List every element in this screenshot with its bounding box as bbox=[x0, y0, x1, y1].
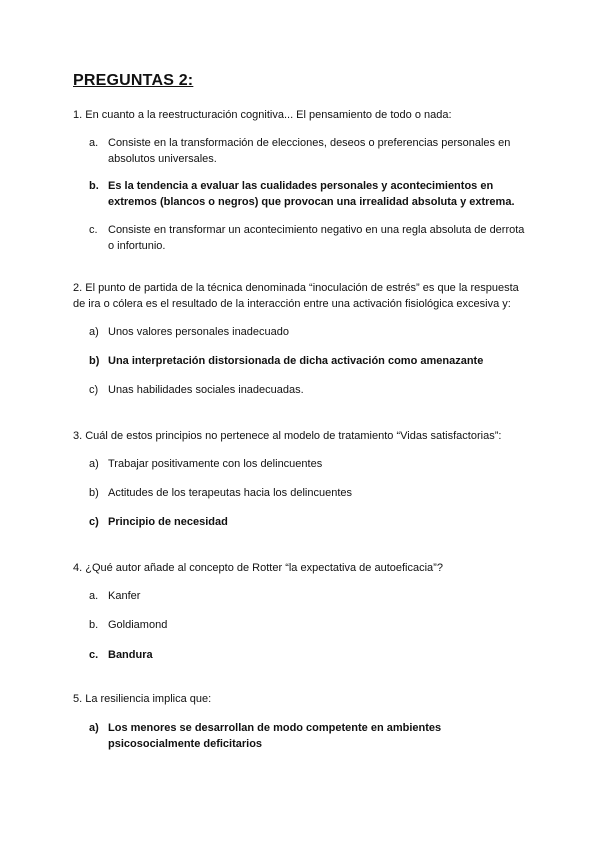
option-marker: b. bbox=[89, 619, 99, 631]
option-marker: c) bbox=[89, 516, 99, 528]
option-text: Consiste en la transformación de elecciones, deseos o preferencias personales en absolutos universales. bbox=[108, 137, 511, 165]
option-marker: a. bbox=[89, 590, 99, 602]
question-2-option-c bbox=[89, 383, 529, 399]
question-1: 1. En cuanto a la reestructuración cognitiva... El pensamiento de todo o nada: bbox=[73, 109, 452, 121]
question-1-option-a bbox=[89, 136, 529, 167]
option-marker: c. bbox=[89, 224, 98, 236]
option-text: Unas habilidades sociales inadecuadas. bbox=[108, 384, 304, 396]
option-marker: c. bbox=[89, 649, 99, 661]
option-marker: b) bbox=[89, 355, 100, 367]
option-text: Trabajar positivamente con los delincuentes bbox=[108, 458, 323, 470]
option-marker: b. bbox=[89, 180, 99, 192]
question-5: 5. La resiliencia implica que: bbox=[73, 693, 212, 705]
option-text: Bandura bbox=[108, 649, 153, 661]
option-marker: a. bbox=[89, 137, 99, 149]
option-marker: a) bbox=[89, 326, 99, 338]
option-text: Unos valores personales inadecuado bbox=[108, 326, 290, 338]
question-1-option-c bbox=[89, 223, 529, 254]
option-marker: b) bbox=[89, 487, 99, 499]
option-text: Consiste en transformar un acontecimiento negativo en una regla absoluta de derrota o infortunio. bbox=[108, 224, 525, 252]
option-text: Principio de necesidad bbox=[108, 516, 228, 528]
question-1-option-b bbox=[89, 179, 529, 210]
option-text: Es la tendencia a evaluar las cualidades personales y acontecimientos en extremos (blancos o negros) que provocan una irrealidad absoluta y extrema. bbox=[108, 180, 515, 208]
option-text: Actitudes de los terapeutas hacia los delincuentes bbox=[108, 487, 352, 499]
question-3-option-a bbox=[89, 457, 529, 473]
question-3-option-b bbox=[89, 486, 529, 502]
option-text: Goldiamond bbox=[108, 619, 168, 631]
question-4-option-a bbox=[89, 589, 529, 605]
question-4-option-c bbox=[89, 648, 529, 664]
page-title: PREGUNTAS 2: bbox=[73, 72, 194, 89]
option-text: Kanfer bbox=[108, 590, 141, 602]
question-2: 2. El punto de partida de la técnica denominada “inoculación de estrés” es que la respuesta de ira o cólera es el resultado de la interacción entre una activación fisiológica excesiva y: bbox=[73, 282, 519, 310]
option-marker: a) bbox=[89, 722, 99, 734]
option-text: Una interpretación distorsionada de dicha activación como amenazante bbox=[108, 355, 484, 367]
question-3-option-c bbox=[89, 515, 529, 531]
question-5-option-a bbox=[89, 721, 529, 752]
question-2-option-a bbox=[89, 325, 529, 341]
option-text: Los menores se desarrollan de modo competente en ambientes psicosocialmente deficitarios bbox=[108, 722, 442, 750]
question-3: 3. Cuál de estos principios no pertenece al modelo de tratamiento “Vidas satisfactorias”: bbox=[73, 430, 502, 442]
option-marker: c) bbox=[89, 384, 99, 396]
question-4-option-b bbox=[89, 618, 529, 634]
option-marker: a) bbox=[89, 458, 99, 470]
question-2-option-b bbox=[89, 354, 529, 370]
question-4: 4. ¿Qué autor añade al concepto de Rotter “la expectativa de autoeficacia”? bbox=[73, 562, 443, 574]
